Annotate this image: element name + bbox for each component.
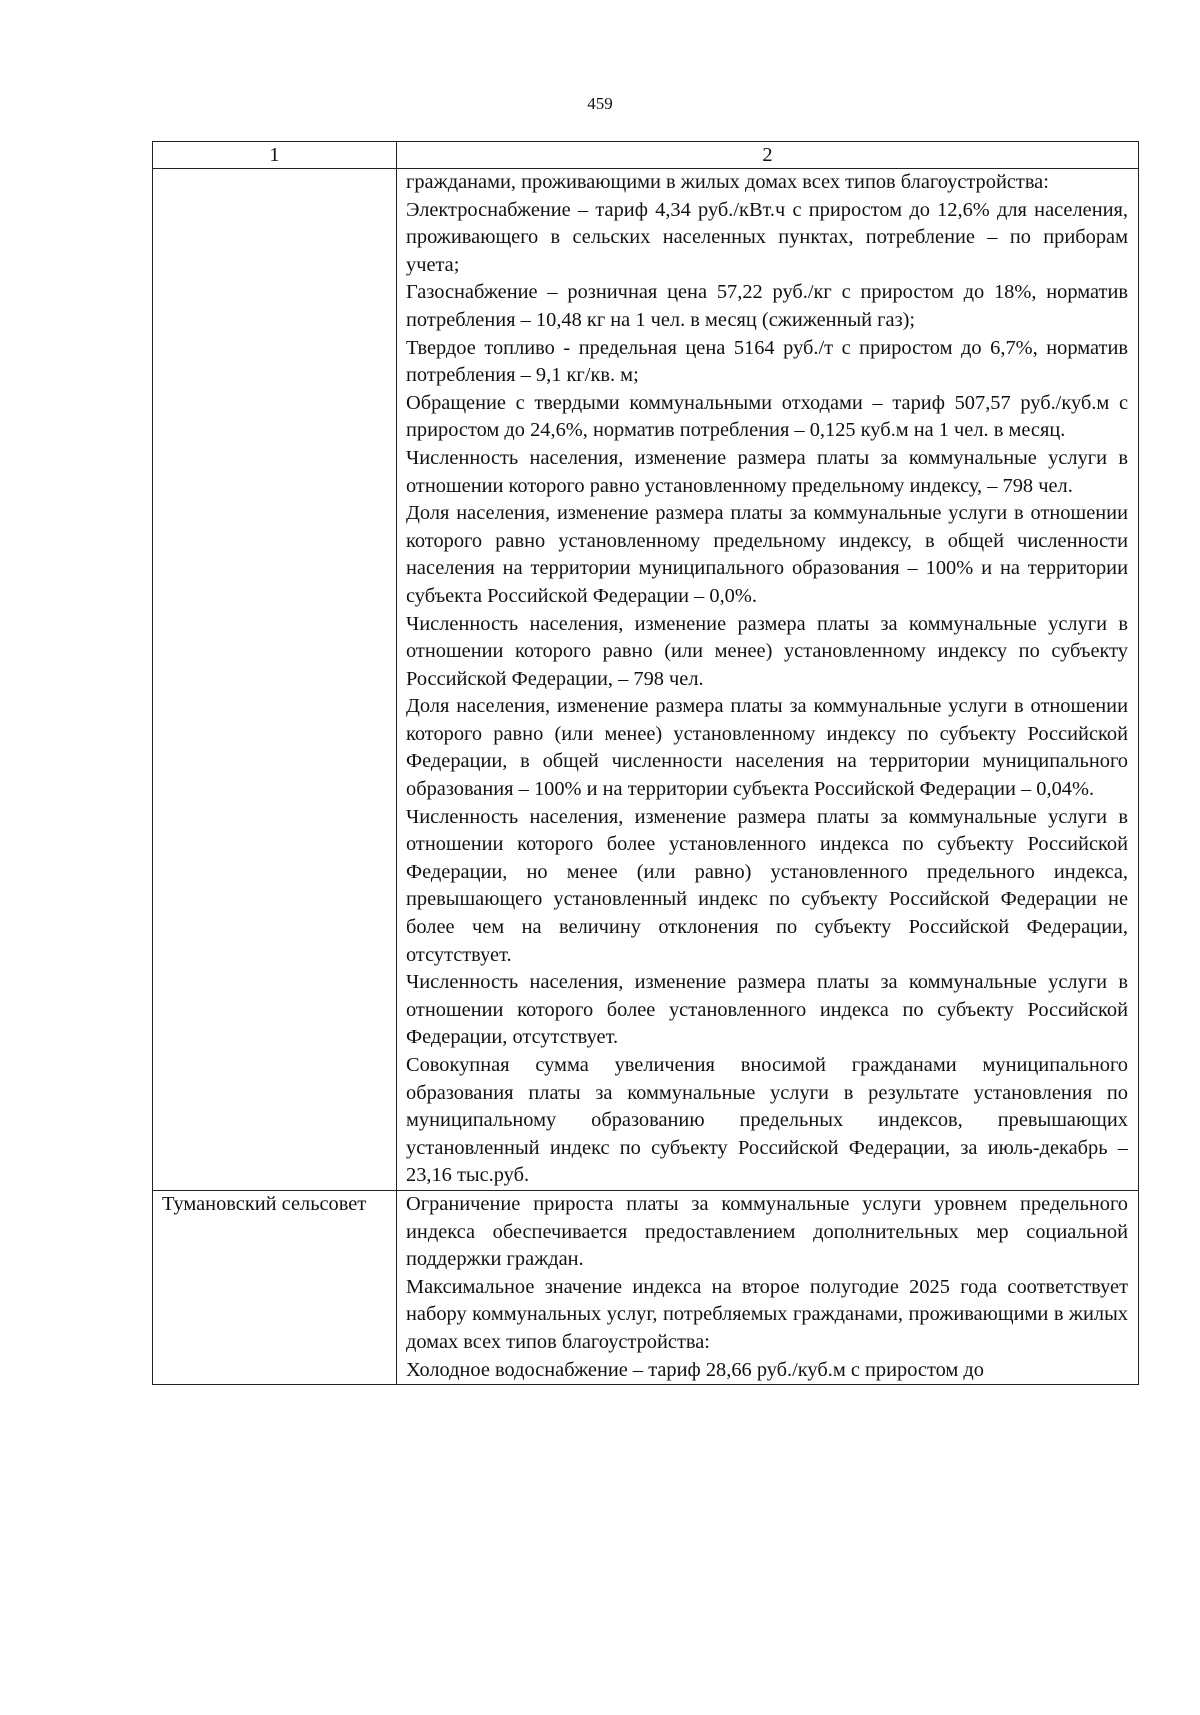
column-header-1: 1 [153, 142, 397, 169]
paragraph: Численность населения, изменение размера платы за коммунальные услуги в отношении которого более установленного индекса по субъекту Российской Федерации, отсутствует. [406, 971, 1128, 1049]
paragraph: Газоснабжение – розничная цена 57,22 руб./кг с приростом до 18%, норматив потребления – 10,48 кг на 1 чел. в месяц (сжиженный газ); [406, 281, 1128, 331]
paragraph: Численность населения, изменение размера платы за коммунальные услуги в отношении которого равно установленному предельному индексу, – 798 чел. [406, 446, 1128, 497]
paragraph: Обращение с твердыми коммунальными отходами – тариф 507,57 руб./куб.м с приростом до 24,6%, норматив потребления – 0,125 куб.м на 1 чел. в месяц. [406, 391, 1128, 442]
column-header-2: 2 [397, 142, 1139, 169]
table-header-row [153, 142, 1139, 169]
paragraph: гражданами, проживающими в жилых домах всех типов благоустройства: [406, 171, 1049, 193]
page-number: 459 [587, 94, 613, 113]
paragraph: Твердое топливо - предельная цена 5164 руб./т с приростом до 6,7%, норматив потребления – 9,1 кг/кв. м; [406, 336, 1128, 387]
content-cell [397, 1190, 1139, 1384]
cut-paragraph-wrapper [406, 1357, 1128, 1384]
table-row [153, 169, 1139, 1191]
entity-cell [153, 169, 397, 1191]
paragraph: Максимальное значение индекса на второе полугодие 2025 года соответствует набору коммунальных услуг, потребляемых гражданами, проживающими в жилых домах всех типов благоустройства: [406, 1275, 1128, 1353]
paragraph: Электроснабжение – тариф 4,34 руб./кВт.ч с приростом до 12,6% для населения, проживающего в сельских населенных пунктах, потребление – по приборам учета; [406, 198, 1128, 276]
paragraph: Численность населения, изменение размера платы за коммунальные услуги в отношении которого более установленного индекса по субъекту Российской Федерации, но менее (или равно) установленного предельного индекса, превышающего установленный индекс по субъекту Российской Федерации не более чем на величину отклонения по субъекту Российской Федерации, отсутствует. [406, 805, 1128, 966]
document-table [152, 141, 1139, 1385]
entity-cell: Тумановский сельсовет [153, 1190, 397, 1384]
paragraph: Холодное водоснабжение – тариф 28,66 руб./куб.м с приростом до [406, 1358, 984, 1381]
content-cell [397, 169, 1139, 1191]
table-row [153, 1190, 1139, 1384]
paragraph: Совокупная сумма увеличения вносимой гражданами муниципального образования платы за коммунальные услуги в результате установления по муниципальному образованию предельных индексов, превышающих установленный индекс по субъекту Российской Федерации, за июль-декабрь – 23,16 тыс.руб. [406, 1054, 1128, 1187]
paragraph: Доля населения, изменение размера платы за коммунальные услуги в отношении которого равно установленному предельному индексу, в общей численности населения на территории муниципального образования – 100% и на территории субъекта Российской Федерации – 0,0%. [406, 502, 1128, 607]
paragraph: Численность населения, изменение размера платы за коммунальные услуги в отношении которого равно (или менее) установленному индексу по субъекту Российской Федерации, – 798 чел. [406, 612, 1128, 690]
paragraph: Ограничение прироста платы за коммунальные услуги уровнем предельного индекса обеспечивается предоставлением дополнительных мер социальной поддержки граждан. [406, 1192, 1128, 1271]
paragraph: Доля населения, изменение размера платы за коммунальные услуги в отношении которого равно (или менее) установленному индексу по субъекту Российской Федерации, в общей численности населения на территории муниципального образования – 100% и на территории субъекта Российской Федерации – 0,04%. [406, 695, 1128, 801]
